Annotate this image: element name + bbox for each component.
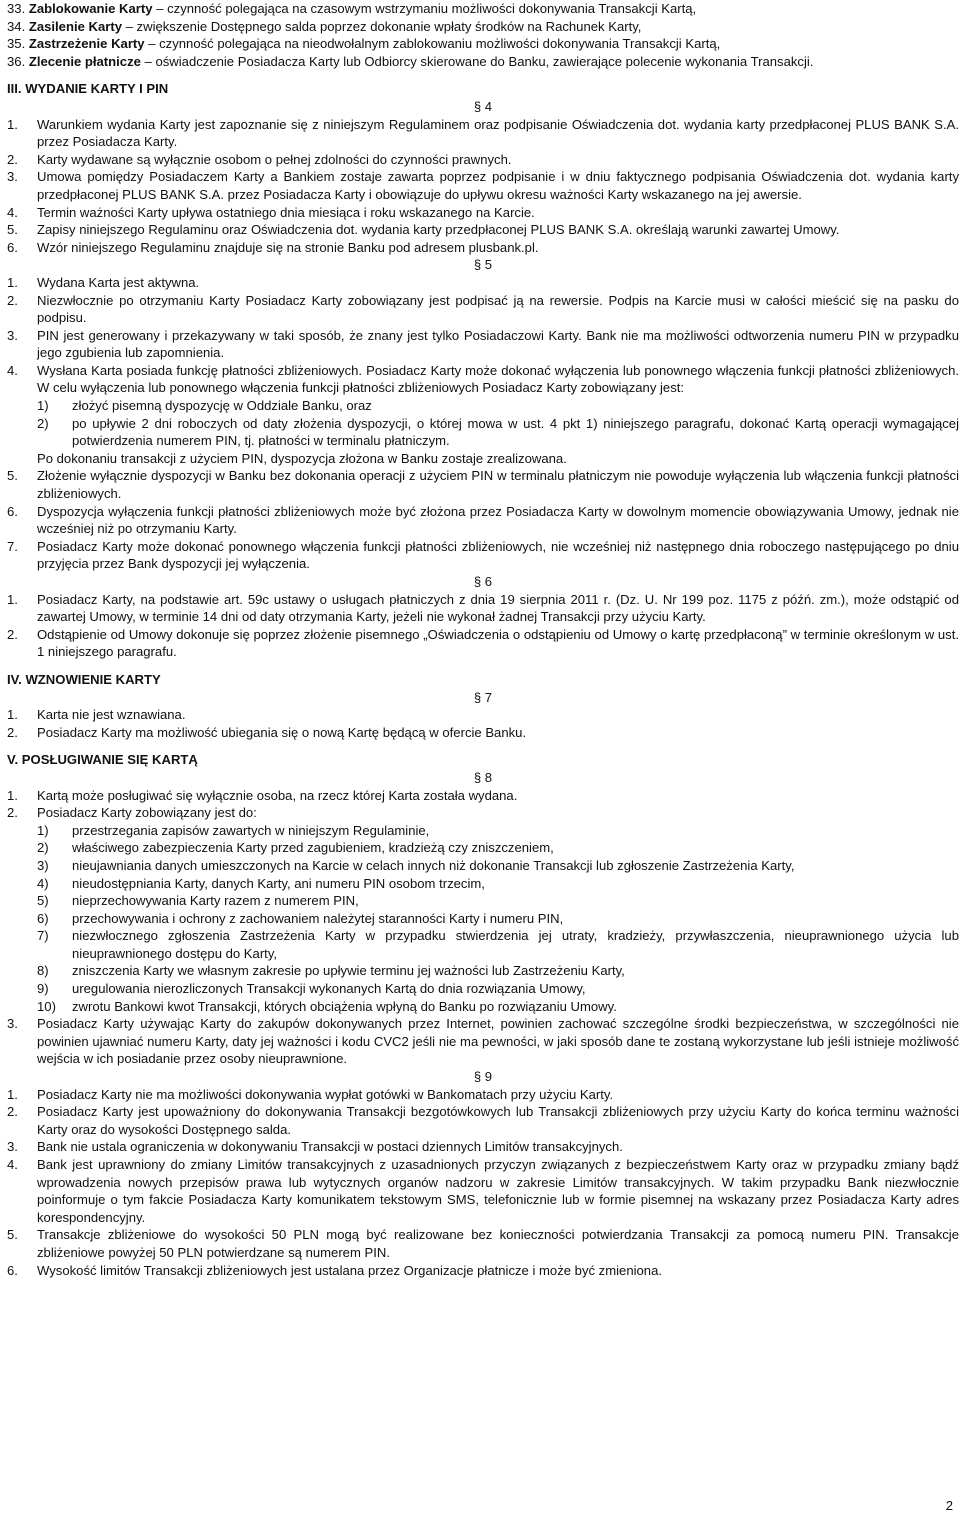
sub-item [7, 980, 959, 998]
paragraph-6 [7, 573, 959, 661]
sub-item-text: zwrotu Bankowi kwot Transakcji, których obciążenia wpłyną do Banku po rozwiązaniu Umowy. [72, 998, 617, 1014]
sub-item-text: nieudostępniania Karty, danych Karty, ani numeru PIN osobom trzecim, [72, 875, 485, 891]
paragraph-8 [7, 769, 959, 1068]
list-item [7, 1262, 959, 1280]
sub-item-number: 4) [37, 875, 49, 891]
definition-term: Zlecenie płatnicze [28, 53, 141, 69]
item-number: 4. [7, 1157, 18, 1172]
item-number: 5. [7, 468, 18, 484]
paragraph-4 [7, 98, 959, 256]
sub-item [7, 962, 959, 980]
item-number: 1. [7, 274, 18, 290]
sub-item-text: uregulowania nierozliczonych Transakcji wykonanych Kartą do dnia rozwiązania Umowy, [72, 981, 586, 997]
section-heading-4: IV. WZNOWIENIE KARTY [7, 671, 161, 687]
definition-number: 35. [7, 36, 26, 52]
item-text: Złożenie wyłącznie dyspozycji w Banku bez dokonania operacji z użyciem PIN w terminalu płatniczym nie powoduje wyłączenia lub włączenia funkcji płatności zbliżeniowych. [37, 468, 959, 502]
item-text: Termin ważności Karty upływa ostatniego dnia miesiąca i roku wskazanego na Karcie. [37, 204, 535, 220]
sub-item-text: nieujawniania danych umieszczonych na Karcie w celach innych niż dokonanie Transakcji lub zgłoszenie Zastrzeżenia Karty, [72, 857, 795, 873]
item-text: Transakcje zbliżeniowe do wysokości 50 PLN mogą być realizowane bez konieczności potwierdzania Transakcji za pomocą numeru PIN. Transakcje zbliżeniowe powyżej 50 PLN potwierdzane są numerem PIN. [37, 1227, 959, 1260]
item-number: 2. [7, 292, 18, 308]
item-text: Zapisy niniejszego Regulaminu oraz Oświadczenia dot. wydania karty przedpłaconej PLUS BANK S.A. określają warunki zawartej Umowy. [37, 222, 840, 238]
list-item [7, 204, 959, 222]
document-page [7, 0, 959, 1279]
item-text: Niezwłocznie po otrzymaniu Karty Posiadacz Karty zobowiązany jest podpisać ją na rewersie. Podpis na Karcie musi w całości mieścić się na pasku do podpisu. [37, 292, 959, 326]
paragraph-9 [7, 1068, 959, 1279]
list-item [7, 362, 959, 397]
sub-item [7, 910, 959, 928]
list-item [7, 626, 959, 661]
list-item [7, 804, 959, 822]
item-text: Posiadacz Karty ma możliwość ubiegania się o nową Kartę będącą w ofercie Banku. [37, 724, 527, 740]
item-number: 1. [7, 116, 18, 132]
list-item [7, 724, 959, 742]
definition-text: – czynność polegająca na czasowym wstrzymaniu możliwości dokonywania Transakcji Kartą, [156, 1, 697, 16]
list-item [7, 538, 959, 573]
sub-item-text: niezwłocznego zgłoszenia Zastrzeżenia Karty w przypadku stwierdzenia jej utraty, kradzieży, przywłaszczenia, nieuprawnionego użycia lub nieuprawnionego dostępu do Karty, [72, 928, 959, 961]
list-item [7, 787, 959, 805]
definition-item [7, 35, 959, 53]
item-number: 4. [7, 362, 18, 378]
list-item [7, 467, 959, 502]
item-text: Wydana Karta jest aktywna. [37, 274, 200, 290]
list-item [7, 151, 959, 169]
definitions-list [7, 0, 959, 70]
item-text: Odstąpienie od Umowy dokonuje się poprzez złożenie pisemnego „Oświadczenia o odstąpieniu od Umowy o kartę przedpłaconą” w terminie określonym w ust. 1 niniejszego paragrafu. [37, 626, 959, 660]
sub-item [7, 875, 959, 893]
list-item [7, 503, 959, 538]
sub-item [7, 892, 959, 910]
definition-term: Zablokowanie Karty [28, 1, 153, 16]
item-number: 4. [7, 204, 18, 220]
item-number: 1. [7, 707, 18, 723]
item-text: Bank jest uprawniony do zmiany Limitów transakcyjnych z uzasadnionych przyczyn związanych z bezpieczeństwem Karty oraz w przypadku zmiany bądź wprowadzenia nowych przepisów prawa lub wytycznych organów nadzoru w zakresie Limitów transakcyjnych. W takim przypadku Bank niezwłocznie poinformuje o tym fakcie Posiadacza Karty komunikatem tekstowym SMS, telefonicznie lub w formie pisemnej na wskazany przez Posiadacza Karty adres korespondencyjny. [37, 1157, 959, 1225]
sub-item-number: 9) [37, 981, 49, 997]
list-item [7, 1156, 959, 1226]
sub-item-number: 7) [37, 928, 49, 944]
item-text: Posiadacz Karty, na podstawie art. 59c ustawy o usługach płatniczych z dnia 19 sierpnia 2011 r. (Dz. U. Nr 199 poz. 1175 z późń. zm.), może odstąpić od zawartej Umowy, w terminie 14 dni od daty otrzymania Karty, jeżeli nie wykonał żadnej Transakcji przy użyciu Karty. [37, 591, 959, 625]
item-text: Posiadacz Karty zobowiązany jest do: [37, 805, 257, 821]
item-text: Karta nie jest wznawiana. [37, 707, 186, 723]
sub-item-text: nieprzechowywania Karty razem z numerem PIN, [72, 893, 359, 909]
item-text: Karty wydawane są wyłącznie osobom o pełnej zdolności do czynności prawnych. [37, 151, 512, 167]
sub-item-text: właściwego zabezpieczenia Karty przed zagubieniem, kradzieżą czy zniszczeniem, [72, 840, 554, 856]
sub-item-text: zniszczenia Karty we własnym zakresie po upływie terminu jej ważności lub Zastrzeżeniu Karty, [72, 963, 625, 979]
item-text: Posiadacz Karty może dokonać ponownego włączenia funkcji płatności zbliżeniowych, nie wcześniej niż następnego dnia roboczego następującego po dniu przyjęcia przez Bank dyspozycji jej wyłączenia. [37, 538, 959, 572]
paragraph-mark: § 4 [473, 98, 493, 114]
item-text: PIN jest generowany i przekazywany w taki sposób, że znany jest tylko Posiadaczowi Karty. Bank nie ma możliwości odtworzenia numeru PIN w przypadku jego zgubienia lub zapomnienia. [37, 327, 959, 361]
item-text: Umowa pomiędzy Posiadaczem Karty a Bankiem zostaje zawarta poprzez podpisanie i w dniu faktycznego podpisania Oświadczenia dot. wydania karty przedpłaconej PLUS BANK S.A. przez Posiadacza Karty i obowiązuje do upływu okresu ważności Karty wskazanego na jej awersie. [37, 169, 959, 202]
item-number: 2. [7, 626, 18, 642]
paragraph-mark: § 5 [473, 257, 493, 273]
item-text: Posiadacz Karty używając Karty do zakupów dokonywanych przez Internet, powinien zachować szczególne środki bezpieczeństwa, w szczególności nie powinien ujawniać numeru Karty, daty jej ważności i kodu CVC2 jeśli nie ma pewności, w jaki sposób dane te zostaną wykorzystane lub jeśli istnieje możliwość wejścia w ich posiadanie przez osoby nieuprawnione. [37, 1016, 959, 1067]
list-item [7, 168, 959, 203]
item-number: 2. [7, 724, 18, 740]
definition-number: 33. [7, 1, 26, 16]
list-item [7, 239, 959, 257]
item-number: 1. [7, 591, 18, 607]
sub-item [7, 822, 959, 840]
definition-number: 34. [7, 18, 26, 34]
sub-item [7, 397, 959, 415]
definition-text: – oświadczenie Posiadacza Karty lub Odbiorcy skierowane do Banku, zawierające polecenie wykonania Transakcji. [144, 53, 814, 69]
sub-item-number: 3) [37, 857, 49, 873]
list-item [7, 221, 959, 239]
definition-number: 36. [7, 53, 26, 69]
list-item [7, 274, 959, 292]
item-text: Warunkiem wydania Karty jest zapoznanie się z niniejszym Regulaminem oraz podpisanie Oświadczenia dot. wydania karty przedpłaconej PLUS BANK S.A. przez Posiadacza Karty. [37, 116, 959, 150]
paragraph-mark: § 7 [473, 689, 493, 705]
list-item [7, 1226, 959, 1261]
paragraph-7 [7, 689, 959, 742]
item-number: 6. [7, 503, 18, 519]
sub-item [7, 998, 959, 1016]
item-text: Bank nie ustala ograniczenia w dokonywaniu Transakcji w postaci dziennych Limitów transakcyjnych. [37, 1139, 623, 1155]
list-item [7, 591, 959, 626]
sub-item-text: przechowywania i ochrony z zachowaniem należytej staranności Karty i numeru PIN, [72, 910, 564, 926]
sub-item-number: 2) [37, 415, 49, 431]
list-item [7, 116, 959, 151]
sub-item-text: przestrzegania zapisów zawartych w niniejszym Regulaminie, [72, 822, 430, 838]
item-number: 3. [7, 1016, 18, 1032]
item-number: 6. [7, 1262, 18, 1278]
item-number: 3. [7, 169, 18, 185]
item-continuation: Po dokonaniu transakcji z użyciem PIN, dyspozycja złożona w Banku zostaje zrealizowana. [37, 450, 567, 466]
sub-item-number: 2) [37, 840, 49, 856]
item-text: Posiadacz Karty nie ma możliwości dokonywania wypłat gotówki w Bankomatach przy użyciu Karty. [37, 1086, 614, 1102]
item-text: Wysłana Karta posiada funkcję płatności zbliżeniowych. Posiadacz Karty może dokonać wyłączenia lub ponownego włączenia funkcji płatności zbliżeniowych. W celu wyłączenia lub ponownego włączenia funkcji płatności zbliżeniowych Posiadacz Karty zobowiązany jest: [37, 362, 959, 396]
sub-item-text: po upływie 2 dni roboczych od daty złożenia dyspozycji, o której mowa w ust. 4 pkt 1) niniejszego paragrafu, dokonać Kartą operacji wymagającej potwierdzenia numerem PIN, tj. płatności w terminalu płatniczym. [72, 415, 959, 449]
item-number: 2. [7, 805, 18, 821]
item-number: 5. [7, 222, 18, 238]
sub-item-number: 1) [37, 398, 49, 414]
item-number: 2. [7, 151, 18, 167]
definition-item [7, 0, 959, 18]
paragraph-5 [7, 256, 959, 573]
item-number: 1. [7, 1086, 18, 1102]
definition-text: – zwiększenie Dostępnego salda poprzez dokonanie wpłaty środków na Rachunek Karty, [125, 18, 642, 34]
sub-item-number: 8) [37, 963, 49, 979]
list-item [7, 1103, 959, 1138]
definition-item [7, 18, 959, 36]
item-number: 6. [7, 239, 18, 255]
sub-item [7, 927, 959, 962]
sub-item-number: 10) [37, 998, 56, 1014]
sub-item-number: 5) [37, 893, 49, 909]
sub-item-text: złożyć pisemną dyspozycję w Oddziale Banku, oraz [72, 398, 372, 414]
definition-item [7, 53, 959, 71]
section-heading-5: V. POSŁUGIWANIE SIĘ KARTĄ [7, 752, 198, 768]
definition-term: Zastrzeżenie Karty [28, 36, 145, 52]
list-item [7, 327, 959, 362]
paragraph-mark: § 6 [473, 574, 493, 589]
list-item [7, 1086, 959, 1104]
item-text: Wzór niniejszego Regulaminu znajduje się na stronie Banku pod adresem plusbank.pl. [37, 239, 539, 255]
list-item [7, 1015, 959, 1068]
list-item [7, 706, 959, 724]
sub-item [7, 839, 959, 857]
paragraph-mark: § 8 [473, 769, 493, 785]
sub-item [7, 857, 959, 875]
list-item [7, 1138, 959, 1156]
item-number: 7. [7, 538, 18, 554]
item-number: 3. [7, 327, 18, 343]
item-text: Posiadacz Karty jest upoważniony do dokonywania Transakcji bezgotówkowych lub Transakcji zbliżeniowych przy użyciu Karty do końca terminu ważności Karty oraz do wysokości Dostępnego salda. [37, 1104, 959, 1137]
definition-text: – czynność polegająca na nieodwołalnym zablokowaniu możliwości dokonywania Transakcji Kartą, [148, 36, 721, 52]
item-text: Wysokość limitów Transakcji zbliżeniowych jest ustalana przez Organizacje płatnicze i może być zmieniona. [37, 1262, 662, 1278]
item-number: 1. [7, 787, 18, 803]
item-number: 3. [7, 1139, 18, 1155]
definition-term: Zasilenie Karty [28, 18, 122, 34]
paragraph-mark: § 9 [473, 1069, 493, 1085]
item-text: Kartą może posługiwać się wyłącznie osoba, na rzecz której Karta została wydana. [37, 787, 518, 803]
item-text: Dyspozycja wyłączenia funkcji płatności zbliżeniowych może być złożona przez Posiadacza Karty w dowolnym momencie obowiązywania Umowy, jednak nie wcześniej niż po otrzymaniu Karty. [37, 503, 959, 537]
item-number: 5. [7, 1227, 18, 1243]
list-item [7, 292, 959, 327]
sub-item [7, 415, 959, 450]
sub-item-number: 1) [37, 822, 49, 838]
sub-item-number: 6) [37, 910, 49, 926]
item-number: 2. [7, 1104, 18, 1120]
page-number: 2 [945, 1498, 953, 1514]
section-heading-3: III. WYDANIE KARTY I PIN [7, 81, 169, 97]
